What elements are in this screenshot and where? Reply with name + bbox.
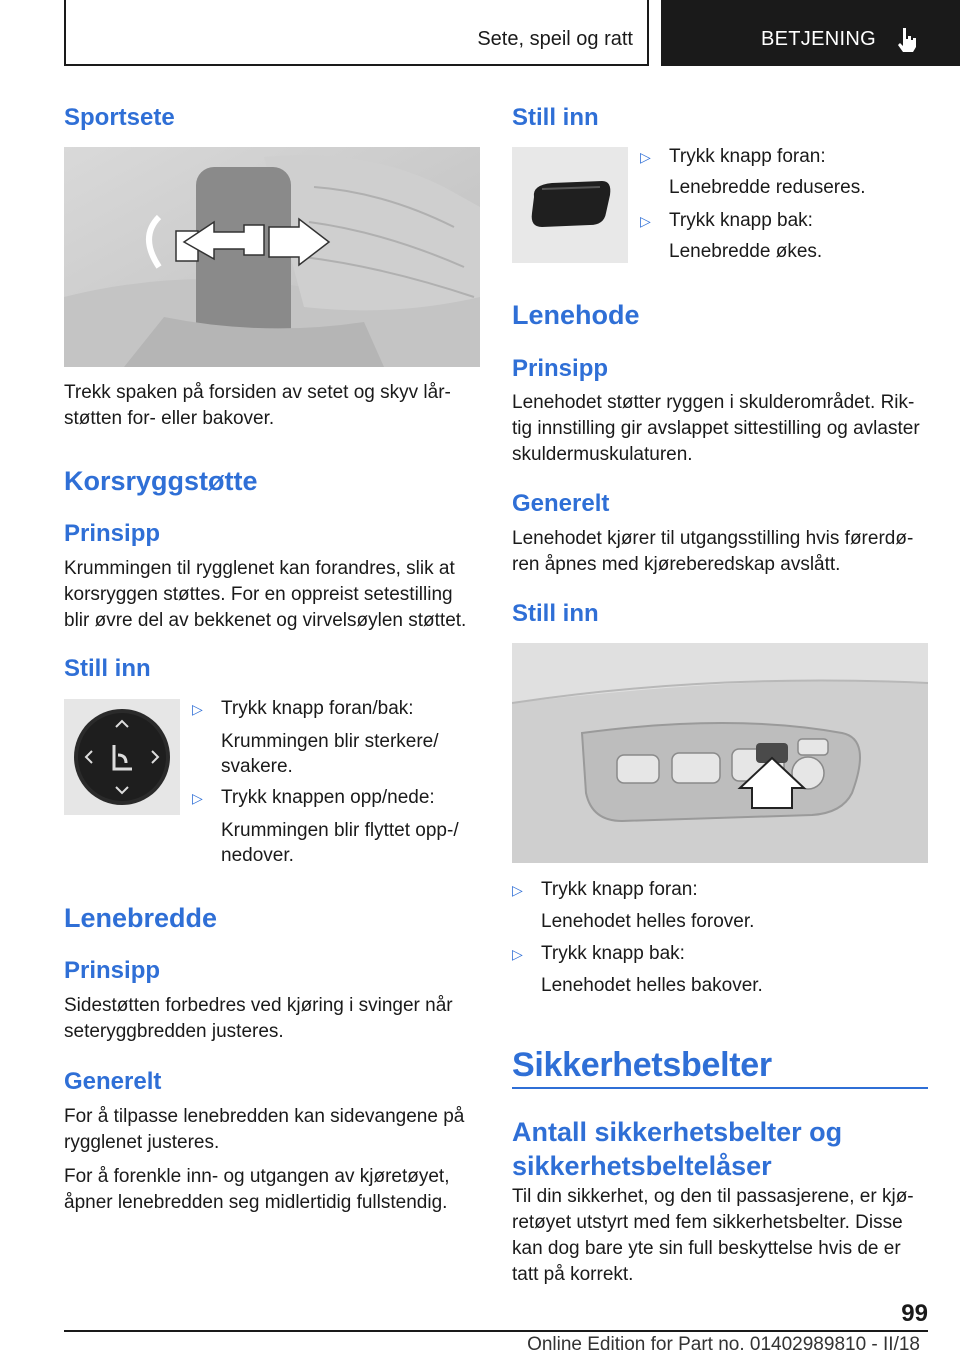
bullet-text: Trykk knapp bak:	[541, 943, 685, 964]
bullet-marker: ▷	[192, 790, 203, 806]
sportsete-heading: Sportsete	[64, 104, 175, 131]
bullet-text: Lenebredde økes.	[669, 241, 823, 262]
antall-line: kan dog bare yte sin full beskyttelse hvis de er	[512, 1238, 901, 1259]
bullet-text: svakere.	[221, 756, 293, 777]
bullet-text: Trykk knapp foran/bak:	[221, 698, 414, 719]
korsrygg-heading: Korsryggstøtte	[64, 466, 258, 496]
header-chapter-box	[661, 0, 960, 66]
header-section-title: Sete, speil og ratt	[477, 28, 633, 50]
korsrygg-prinsipp-line: korsryggen støttes. For en oppreist setestilling	[64, 584, 453, 605]
footer-rule	[64, 1330, 928, 1332]
lenehode-generelt-line: Lenehodet kjører til utgangsstilling hvis førerdø-	[512, 528, 914, 549]
bullet-marker: ▷	[640, 213, 651, 229]
lenebredde-prinsipp-heading: Prinsipp	[64, 957, 161, 984]
header-chapter-title: BETJENING	[761, 28, 876, 50]
korsrygg-prinsipp-line: Krummingen til rygglenet kan forandres, slik at	[64, 558, 455, 579]
lenebredde-prinsipp-line: Sidestøtten forbedres ved kjøring i svinger når	[64, 995, 453, 1016]
antall-line: Til din sikkerhet, og den til passasjerene, er kjø-	[512, 1186, 914, 1207]
antall-heading-line: Antall sikkerhetsbelter og	[512, 1117, 843, 1147]
antall-heading	[512, 1115, 842, 1183]
bullet-text: Lenehodet helles forover.	[541, 911, 755, 932]
sportsete-caption-line: støtten for- eller bakover.	[64, 408, 275, 429]
bullet-marker: ▷	[512, 946, 523, 962]
lenehode-stillinn-heading: Still inn	[512, 600, 599, 627]
lenebredde-stillinn-heading: Still inn	[512, 104, 599, 131]
korsrygg-knob-illustration	[64, 699, 180, 815]
sportsete-illustration	[64, 147, 480, 367]
bullet-text: Trykk knapp foran:	[541, 879, 698, 900]
korsrygg-stillinn-heading: Still inn	[64, 655, 151, 682]
bullet-text: Trykk knappen opp/nede:	[221, 787, 435, 808]
bullet-text: nedover.	[221, 845, 294, 866]
lenebredde-generelt-line: åpner lenebredden seg midlertidig fullstendig.	[64, 1192, 448, 1213]
lenehode-controls-illustration	[512, 643, 928, 863]
korsrygg-prinsipp-heading: Prinsipp	[64, 520, 161, 547]
sportsete-caption-line: Trekk spaken på forsiden av setet og skyv lår-	[64, 382, 451, 403]
bullet-text: Lenebredde reduseres.	[669, 177, 866, 198]
sikkerhetsbelter-heading: Sikkerhetsbelter	[512, 1046, 772, 1084]
lenehode-generelt-line: ren åpnes med kjøreberedskap avslått.	[512, 554, 841, 575]
bullet-marker: ▷	[192, 701, 203, 717]
page-number: 99	[901, 1300, 928, 1327]
header-section-box	[64, 0, 649, 66]
bullet-text: Trykk knapp foran:	[669, 146, 826, 167]
bullet-text: Krummingen blir flyttet opp-/	[221, 820, 459, 841]
hand-pointer-icon	[894, 26, 920, 54]
lenebredde-heading: Lenebredde	[64, 903, 218, 933]
lenebredde-generelt-heading: Generelt	[64, 1068, 162, 1095]
lenehode-heading: Lenehode	[512, 300, 640, 330]
korsrygg-prinsipp-line: blir øvre del av bekkenet og virvelsøylen støttet.	[64, 610, 467, 631]
bullet-text: Krummingen blir sterkere/	[221, 731, 439, 752]
lenebredde-generelt-line: For å tilpasse lenebredden kan sidevangene på	[64, 1106, 465, 1127]
lenehode-prinsipp-line: Lenehodet støtter ryggen i skulderområdet. Rik-	[512, 392, 915, 413]
footer-edition: Online Edition for Part no. 01402989810 - II/18	[527, 1334, 920, 1355]
lenehode-prinsipp-line: skuldermuskulaturen.	[512, 444, 693, 465]
section-rule	[512, 1087, 928, 1089]
lenebredde-button-illustration	[512, 147, 628, 263]
bullet-text: Trykk knapp bak:	[669, 210, 813, 231]
lenebredde-prinsipp-line: seteryggbredden justeres.	[64, 1021, 284, 1042]
antall-line: tatt på korrekt.	[512, 1264, 634, 1285]
antall-line: retøyet utstyrt med fem sikkerhetsbelter. Disse	[512, 1212, 903, 1233]
bullet-marker: ▷	[512, 882, 523, 898]
antall-heading-line: sikkerhetsbeltelåser	[512, 1151, 772, 1181]
bullet-text: Lenehodet helles bakover.	[541, 975, 763, 996]
lenebredde-generelt-line: For å forenkle inn- og utgangen av kjøretøyet,	[64, 1166, 450, 1187]
lenehode-prinsipp-heading: Prinsipp	[512, 355, 609, 382]
lenebredde-generelt-line: rygglenet justeres.	[64, 1132, 220, 1153]
bullet-marker: ▷	[640, 149, 651, 165]
lenehode-prinsipp-line: tig innstilling gir avslappet sittestilling og avlaster	[512, 418, 920, 439]
lenehode-generelt-heading: Generelt	[512, 490, 610, 517]
